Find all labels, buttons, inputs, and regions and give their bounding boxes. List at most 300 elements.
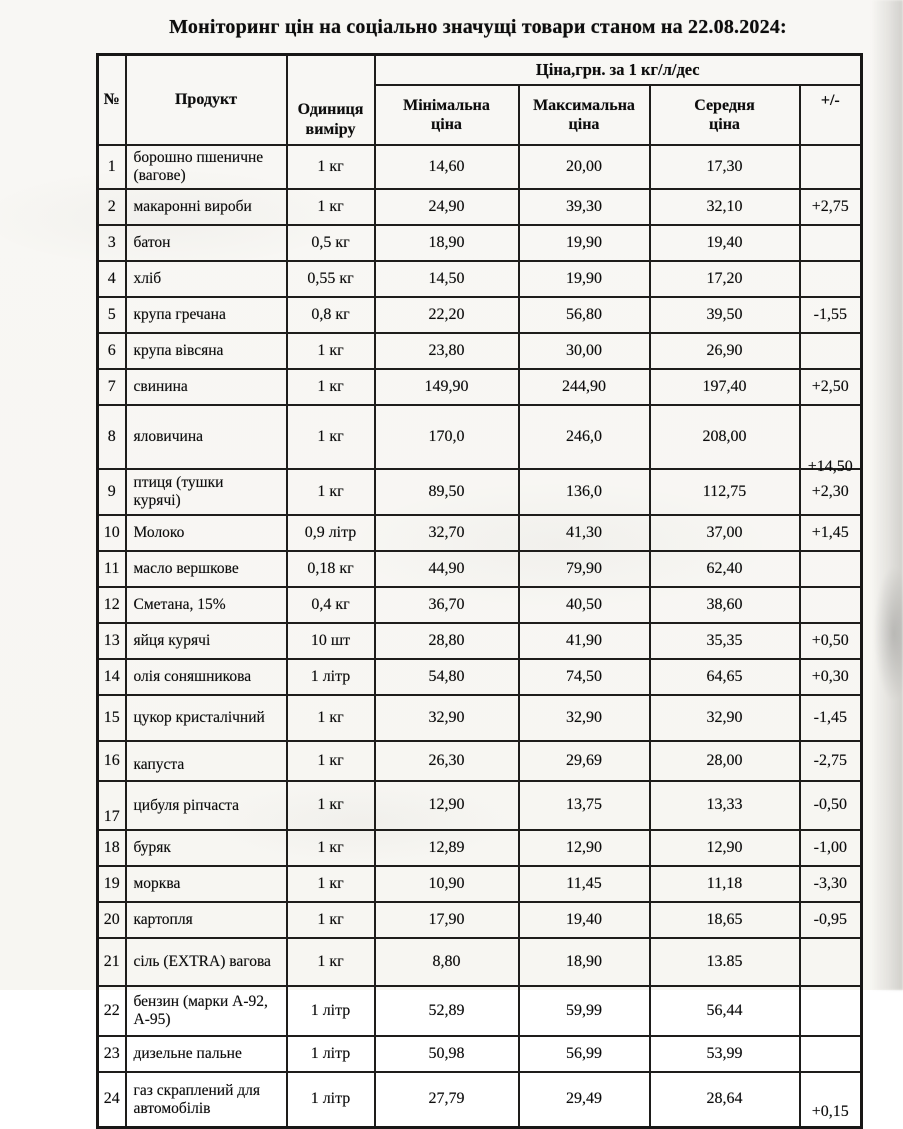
cell-min-text: 28,80 xyxy=(428,631,465,649)
cell-product xyxy=(126,333,287,369)
cell-num xyxy=(98,369,126,405)
cell-max xyxy=(519,405,650,469)
cell-num xyxy=(98,551,126,587)
cell-product-text: бензин (марки А-92, А-95) xyxy=(133,993,268,1028)
cell-min xyxy=(375,902,519,938)
cell-product xyxy=(126,405,287,469)
cell-product xyxy=(126,659,287,695)
cell-unit xyxy=(287,515,375,551)
header-delta: +/- xyxy=(800,85,862,145)
cell-max xyxy=(519,741,650,781)
scan-edge-shadow xyxy=(871,0,903,990)
cell-max xyxy=(519,145,650,189)
cell-product-text: яйця курячі xyxy=(133,632,211,650)
cell-unit-text: 1 кг xyxy=(317,427,344,445)
cell-product-text: картопля xyxy=(133,911,193,929)
cell-min-text: 24,90 xyxy=(428,197,465,215)
cell-product xyxy=(126,695,287,741)
cell-min xyxy=(375,830,519,866)
cell-min-text: 17,90 xyxy=(428,910,465,928)
cell-max-text: 29,49 xyxy=(566,1090,602,1108)
cell-delta xyxy=(800,369,862,405)
cell-unit-text: 10 шт xyxy=(310,631,351,649)
cell-avg-text: 12,90 xyxy=(706,838,743,856)
cell-avg xyxy=(650,587,800,623)
cell-num xyxy=(98,938,126,986)
cell-max-text: 79,90 xyxy=(566,559,602,577)
cell-unit xyxy=(287,405,375,469)
cell-num xyxy=(98,781,126,830)
cell-min xyxy=(375,986,519,1036)
cell-delta-text: +14,50 xyxy=(807,457,853,475)
cell-unit-text: 1 кг xyxy=(317,377,344,395)
cell-delta-text: +2,75 xyxy=(811,197,849,215)
cell-min-text: 18,90 xyxy=(428,233,465,251)
cell-max-text: 244,90 xyxy=(562,377,606,395)
cell-num xyxy=(98,1036,126,1072)
cell-delta xyxy=(800,659,862,695)
cell-product xyxy=(126,830,287,866)
cell-max xyxy=(519,695,650,741)
cell-product-text: капуста xyxy=(133,756,185,774)
cell-unit-text: 1 кг xyxy=(317,952,344,970)
table-body xyxy=(98,145,862,1128)
cell-min xyxy=(375,469,519,515)
cell-max-text: 29,69 xyxy=(566,751,602,769)
table-row xyxy=(98,469,862,515)
cell-unit-text: 1 кг xyxy=(317,796,344,814)
cell-unit xyxy=(287,695,375,741)
cell-avg xyxy=(650,623,800,659)
cell-delta-text: -1,55 xyxy=(813,305,847,323)
cell-min-text: 23,80 xyxy=(428,341,465,359)
cell-unit xyxy=(287,145,375,189)
cell-num xyxy=(98,902,126,938)
cell-delta xyxy=(800,261,862,297)
cell-unit xyxy=(287,902,375,938)
cell-product xyxy=(126,515,287,551)
cell-avg-text: 62,40 xyxy=(706,559,743,577)
cell-num-text: 6 xyxy=(107,341,116,359)
cell-num xyxy=(98,830,126,866)
cell-delta-text: +0,30 xyxy=(811,667,849,685)
cell-product xyxy=(126,938,287,986)
table-row xyxy=(98,986,862,1036)
cell-num-text: 1 xyxy=(107,157,116,175)
cell-avg-text: 28,00 xyxy=(706,751,743,769)
cell-max xyxy=(519,189,650,225)
cell-avg xyxy=(650,741,800,781)
cell-num-text: 5 xyxy=(107,305,116,323)
cell-unit-text: 0,18 кг xyxy=(307,559,354,577)
cell-max-text: 39,30 xyxy=(566,197,602,215)
table-row xyxy=(98,866,862,902)
cell-product xyxy=(126,297,287,333)
cell-unit-text: 1 літр xyxy=(310,1001,351,1019)
cell-max-text: 11,45 xyxy=(566,874,602,892)
cell-num-text: 23 xyxy=(103,1044,120,1062)
cell-min xyxy=(375,261,519,297)
cell-unit xyxy=(287,225,375,261)
cell-min xyxy=(375,659,519,695)
cell-num-text: 15 xyxy=(103,708,120,726)
cell-product xyxy=(126,781,287,830)
header-number: № xyxy=(98,55,126,146)
cell-unit xyxy=(287,587,375,623)
table-row xyxy=(98,623,862,659)
cell-unit-text: 0,4 кг xyxy=(311,595,350,613)
cell-avg-text: 32,10 xyxy=(706,197,743,215)
header-avg-price xyxy=(650,85,800,145)
cell-avg-text: 64,65 xyxy=(706,667,743,685)
cell-unit xyxy=(287,333,375,369)
price-monitoring-table xyxy=(96,53,863,1129)
cell-min xyxy=(375,405,519,469)
cell-delta-text: -0,95 xyxy=(813,910,847,928)
cell-num xyxy=(98,515,126,551)
cell-product xyxy=(126,369,287,405)
cell-delta xyxy=(800,405,862,475)
document-content xyxy=(96,0,860,1129)
cell-avg-text: 56,44 xyxy=(706,1001,743,1019)
table-row xyxy=(98,587,862,623)
table-row xyxy=(98,902,862,938)
cell-unit xyxy=(287,623,375,659)
cell-product xyxy=(126,261,287,297)
cell-min xyxy=(375,938,519,986)
cell-min-text: 22,20 xyxy=(428,305,465,323)
cell-max-text: 246,0 xyxy=(566,427,602,445)
cell-max xyxy=(519,225,650,261)
cell-min-text: 149,90 xyxy=(424,377,469,395)
cell-min-text: 44,90 xyxy=(428,559,465,577)
cell-min xyxy=(375,225,519,261)
cell-unit xyxy=(287,189,375,225)
cell-product-text: дизельне пальне xyxy=(133,1045,242,1063)
cell-max xyxy=(519,261,650,297)
cell-num-text: 8 xyxy=(107,427,116,445)
cell-delta-text: +0,15 xyxy=(811,1102,849,1120)
cell-unit-text: 1 кг xyxy=(317,197,344,215)
cell-num-text: 4 xyxy=(107,269,116,287)
cell-delta xyxy=(800,469,862,515)
cell-max-text: 20,00 xyxy=(566,157,602,175)
cell-product-text: макаронні вироби xyxy=(133,198,252,216)
cell-avg-text: 17,20 xyxy=(706,269,743,287)
cell-num-text: 16 xyxy=(103,751,120,769)
cell-max xyxy=(519,781,650,830)
cell-avg xyxy=(650,189,800,225)
cell-max xyxy=(519,659,650,695)
cell-product xyxy=(126,189,287,225)
cell-min-text: 89,50 xyxy=(428,482,465,500)
cell-product-text: свинина xyxy=(133,378,188,396)
cell-avg xyxy=(650,145,800,189)
cell-avg xyxy=(650,781,800,830)
table-row xyxy=(98,551,862,587)
cell-max-text: 13,75 xyxy=(566,796,602,814)
table-row xyxy=(98,781,862,830)
cell-unit xyxy=(287,938,375,986)
cell-product xyxy=(126,225,287,261)
cell-avg-text: 13.85 xyxy=(706,952,743,970)
cell-avg-text: 18,65 xyxy=(706,910,743,928)
cell-avg-text: 11,18 xyxy=(706,874,743,892)
cell-avg xyxy=(650,297,800,333)
cell-max xyxy=(519,587,650,623)
cell-product xyxy=(126,986,287,1036)
table-row xyxy=(98,261,862,297)
table-row xyxy=(98,189,862,225)
cell-avg-text: 208,00 xyxy=(702,427,747,445)
cell-delta-text: +2,50 xyxy=(811,377,849,395)
cell-delta-text: -0,50 xyxy=(813,796,847,814)
cell-num-text: 21 xyxy=(103,952,120,970)
cell-num-text: 13 xyxy=(103,631,120,649)
cell-avg xyxy=(650,261,800,297)
cell-max-text: 32,90 xyxy=(566,708,602,726)
cell-unit xyxy=(287,297,375,333)
cell-max xyxy=(519,297,650,333)
cell-product xyxy=(126,866,287,902)
cell-unit xyxy=(287,659,375,695)
cell-max xyxy=(519,986,650,1036)
cell-delta-text: -3,30 xyxy=(813,874,847,892)
cell-unit-text: 0,9 літр xyxy=(304,523,357,541)
header-max-price xyxy=(519,85,650,145)
cell-max xyxy=(519,1036,650,1072)
cell-min-text: 170,0 xyxy=(428,427,465,445)
table-row xyxy=(98,695,862,741)
cell-delta xyxy=(800,695,862,741)
cell-unit-text: 0,8 кг xyxy=(311,305,350,323)
cell-max-text: 41,90 xyxy=(566,631,602,649)
cell-delta xyxy=(800,189,862,225)
cell-min xyxy=(375,781,519,830)
cell-min xyxy=(375,695,519,741)
table-row xyxy=(98,938,862,986)
cell-avg xyxy=(650,659,800,695)
cell-num xyxy=(98,659,126,695)
cell-avg xyxy=(650,515,800,551)
cell-min xyxy=(375,587,519,623)
cell-min xyxy=(375,1036,519,1072)
cell-avg xyxy=(650,1072,800,1128)
cell-num-text: 10 xyxy=(103,523,120,541)
cell-num xyxy=(98,145,126,189)
cell-product-text: сіль (EXTRA) вагова xyxy=(133,953,271,971)
cell-num xyxy=(98,986,126,1036)
cell-unit-text: 1 кг xyxy=(317,751,344,769)
page-title: Моніторинг цін на соціально значущі товари станом на 22.08.2024: xyxy=(169,16,787,38)
cell-max-text: 19,90 xyxy=(566,269,602,287)
header-unit-label: Одиниця виміру xyxy=(297,101,364,138)
cell-product-text: олія соняшникова xyxy=(133,668,252,686)
cell-num-text: 22 xyxy=(103,1001,120,1019)
cell-product-text: цукор кристалічний xyxy=(133,709,265,727)
cell-max-text: 59,99 xyxy=(566,1001,602,1019)
cell-num xyxy=(98,225,126,261)
cell-unit-text: 1 літр xyxy=(310,667,351,685)
cell-max xyxy=(519,515,650,551)
cell-delta xyxy=(800,145,862,189)
table-row xyxy=(98,369,862,405)
cell-max xyxy=(519,551,650,587)
cell-unit-text: 1 кг xyxy=(317,838,344,856)
cell-min-text: 32,70 xyxy=(428,523,465,541)
cell-delta xyxy=(800,333,862,369)
cell-unit xyxy=(287,866,375,902)
cell-max-text: 19,90 xyxy=(566,233,602,251)
cell-unit xyxy=(287,741,375,781)
cell-product-text: птиця (тушки курячі) xyxy=(133,474,224,509)
cell-num-text: 9 xyxy=(107,482,116,500)
cell-delta xyxy=(800,587,862,623)
header-product: Продукт xyxy=(126,55,287,146)
cell-max-text: 12,90 xyxy=(566,838,602,856)
header-max-price-label: Максимальна ціна xyxy=(533,96,635,133)
cell-num-text: 11 xyxy=(104,559,120,577)
cell-unit-text: 1 літр xyxy=(310,1044,351,1062)
table-row xyxy=(98,1036,862,1072)
cell-min xyxy=(375,189,519,225)
cell-num xyxy=(98,587,126,623)
cell-product-text: крупа вівсяна xyxy=(133,342,224,360)
header-unit xyxy=(287,55,375,146)
cell-product xyxy=(126,902,287,938)
cell-num xyxy=(98,866,126,902)
cell-unit xyxy=(287,986,375,1036)
cell-delta-text: -1,45 xyxy=(813,708,847,726)
cell-avg xyxy=(650,986,800,1036)
cell-max xyxy=(519,623,650,659)
cell-unit xyxy=(287,830,375,866)
cell-avg-text: 28,64 xyxy=(706,1090,743,1108)
cell-max-text: 56,80 xyxy=(566,305,602,323)
cell-avg-text: 35,35 xyxy=(706,631,743,649)
cell-delta xyxy=(800,225,862,261)
cell-avg-text: 38,60 xyxy=(706,595,743,613)
cell-num-text: 12 xyxy=(103,595,120,613)
cell-min-text: 10,90 xyxy=(428,874,465,892)
table-row xyxy=(98,297,862,333)
cell-product-text: газ скраплений для автомобілів xyxy=(133,1081,260,1117)
table-row xyxy=(98,659,862,695)
cell-max-text: 56,99 xyxy=(566,1044,602,1062)
cell-delta-text: +0,50 xyxy=(811,631,849,649)
cell-num xyxy=(98,695,126,741)
cell-num-text: 19 xyxy=(103,874,120,892)
cell-avg xyxy=(650,551,800,587)
cell-min-text: 50,98 xyxy=(428,1044,465,1062)
cell-num xyxy=(98,189,126,225)
cell-min-text: 32,90 xyxy=(428,708,465,726)
cell-min xyxy=(375,741,519,781)
cell-max xyxy=(519,902,650,938)
cell-max-text: 18,90 xyxy=(566,952,602,970)
cell-num-text: 2 xyxy=(107,197,116,215)
cell-delta-text: -1,00 xyxy=(813,838,847,856)
cell-product-text: батон xyxy=(133,234,171,252)
cell-num-text: 24 xyxy=(103,1090,120,1108)
table-row xyxy=(98,405,862,469)
cell-max-text: 19,40 xyxy=(566,910,602,928)
cell-product-text: масло вершкове xyxy=(133,560,239,578)
table-row xyxy=(98,145,862,189)
cell-max xyxy=(519,333,650,369)
cell-max xyxy=(519,369,650,405)
cell-unit-text: 0,5 кг xyxy=(311,233,350,251)
table-header xyxy=(98,55,862,146)
cell-product-text: буряк xyxy=(133,839,171,857)
header-min-price xyxy=(375,85,519,145)
cell-delta xyxy=(800,781,862,830)
cell-unit xyxy=(287,1036,375,1072)
cell-product xyxy=(126,741,287,781)
table-row xyxy=(98,225,862,261)
cell-num xyxy=(98,297,126,333)
cell-unit-text: 1 літр xyxy=(310,1090,351,1108)
table-row xyxy=(98,515,862,551)
cell-avg-text: 39,50 xyxy=(706,305,743,323)
cell-max-text: 41,30 xyxy=(566,523,602,541)
cell-delta xyxy=(800,866,862,902)
cell-product-text: Молоко xyxy=(133,524,185,542)
cell-delta xyxy=(800,902,862,938)
cell-min xyxy=(375,369,519,405)
cell-avg xyxy=(650,333,800,369)
cell-max-text: 40,50 xyxy=(566,595,602,613)
cell-min xyxy=(375,333,519,369)
cell-num-text: 18 xyxy=(103,838,120,856)
cell-avg-text: 13,33 xyxy=(706,796,743,814)
cell-unit-text: 1 кг xyxy=(317,157,344,175)
cell-max xyxy=(519,469,650,515)
cell-product xyxy=(126,623,287,659)
cell-product-text: Сметана, 15% xyxy=(133,596,226,614)
cell-min-text: 14,50 xyxy=(428,269,465,287)
cell-unit xyxy=(287,369,375,405)
table-row xyxy=(98,741,862,781)
cell-delta-text: -2,75 xyxy=(813,751,847,769)
cell-avg-text: 53,99 xyxy=(706,1044,743,1062)
cell-num-text: 17 xyxy=(103,807,120,825)
cell-avg xyxy=(650,225,800,261)
cell-unit-text: 0,55 кг xyxy=(307,269,354,287)
table-row xyxy=(98,333,862,369)
cell-delta xyxy=(800,623,862,659)
cell-min xyxy=(375,297,519,333)
cell-avg xyxy=(650,369,800,405)
cell-avg xyxy=(650,405,800,469)
cell-unit xyxy=(287,781,375,830)
cell-num-text: 20 xyxy=(103,910,120,928)
cell-min-text: 54,80 xyxy=(428,667,465,685)
cell-unit xyxy=(287,1072,375,1128)
cell-num xyxy=(98,405,126,469)
cell-delta xyxy=(800,938,862,986)
cell-min xyxy=(375,145,519,189)
cell-delta-text: +2,30 xyxy=(811,482,849,500)
cell-max xyxy=(519,830,650,866)
cell-avg xyxy=(650,902,800,938)
cell-avg xyxy=(650,695,800,741)
cell-unit-text: 1 кг xyxy=(317,910,344,928)
cell-product xyxy=(126,551,287,587)
cell-product-text: борошно пшеничне (вагове) xyxy=(133,149,264,184)
cell-avg xyxy=(650,830,800,866)
cell-unit-text: 1 кг xyxy=(317,482,344,500)
